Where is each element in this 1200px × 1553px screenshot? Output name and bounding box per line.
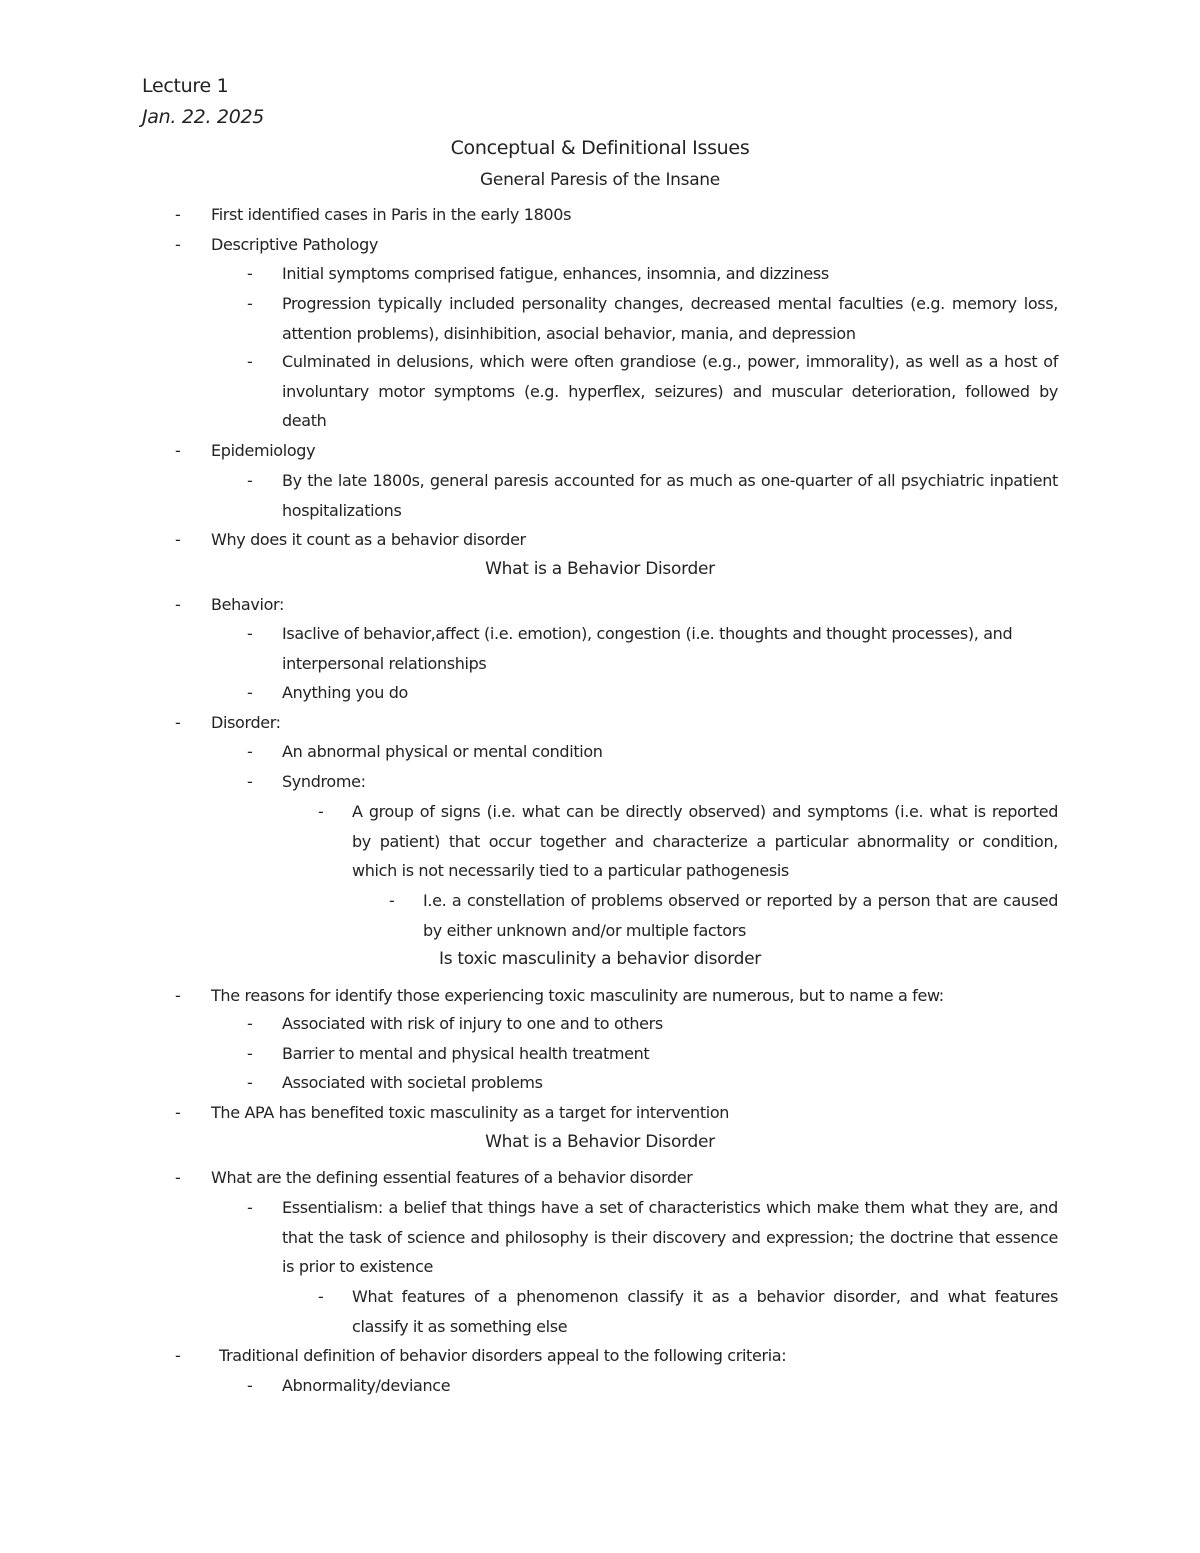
list-item-disorder: Disorder: (211, 713, 281, 732)
bullet-dash: - (247, 1014, 253, 1033)
list-item-syndrome: Syndrome: (282, 772, 366, 791)
list-item-abnormality: Abnormality/deviance (282, 1376, 451, 1395)
bullet-dash: - (175, 986, 181, 1005)
list-item-defining-features: What are the defining essential features of a behavior disorder (211, 1168, 693, 1187)
bullet-dash: - (247, 742, 253, 761)
list-item-group-of-signs: A group of signs (i.e. what can be directly observed) and symptoms (i.e. what is reported by patient) that occur together and characterize a particular abnormality or condition, which is not necessarily tied to a particular pathogenesis (352, 802, 1058, 881)
list-item-first-identified: First identified cases in Paris in the early 1800s (211, 205, 572, 224)
bullet-dash: - (175, 235, 181, 254)
list-item-late-1800s: By the late 1800s, general paresis accounted for as much as one-quarter of all psychiatric inpatient hospitalizations (282, 471, 1058, 520)
section-heading-behavior-disorder-2: What is a Behavior Disorder (485, 1132, 715, 1152)
list-item-why-count: Why does it count as a behavior disorder (211, 530, 526, 549)
list-item-constellation: I.e. a constellation of problems observed or reported by a person that are caused by either unknown and/or multiple factors (423, 891, 1058, 940)
list-item-isaclive: Isaclive of behavior,affect (i.e. emotion), congestion (i.e. thoughts and thought processes), and interpersonal relationships (282, 624, 1013, 673)
bullet-dash: - (247, 1198, 253, 1217)
bullet-dash: - (247, 352, 253, 371)
bullet-dash: - (175, 441, 181, 460)
bullet-dash: - (175, 1346, 181, 1365)
bullet-dash: - (318, 802, 324, 821)
bullet-dash: - (247, 1376, 253, 1395)
lecture-date: Jan. 22. 2025 (142, 106, 265, 128)
subtitle-general-paresis: General Paresis of the Insane (480, 170, 720, 190)
bullet-dash: - (389, 891, 395, 910)
bullet-dash: - (175, 1103, 181, 1122)
bullet-dash: - (247, 624, 253, 643)
bullet-dash: - (247, 683, 253, 702)
list-item-societal: Associated with societal problems (282, 1073, 543, 1092)
bullet-dash: - (175, 713, 181, 732)
list-item-abnormal-condition: An abnormal physical or mental condition (282, 742, 603, 761)
list-item-progression: Progression typically included personality changes, decreased mental faculties (e.g. memory loss, attention problems), disinhibition, asocial behavior, mania, and depression (282, 294, 1058, 343)
bullet-dash: - (247, 1044, 253, 1063)
bullet-dash: - (247, 471, 253, 490)
list-item-traditional: Traditional definition of behavior disorders appeal to the following criteria: (219, 1346, 787, 1365)
bullet-dash: - (175, 205, 181, 224)
lecture-label: Lecture 1 (142, 75, 229, 97)
list-item-epidemiology: Epidemiology (211, 441, 316, 460)
list-item-apa: The APA has benefited toxic masculinity as a target for intervention (211, 1103, 730, 1122)
bullet-dash: - (175, 595, 181, 614)
list-item-what-features: What features of a phenomenon classify it as a behavior disorder, and what features classify it as something else (352, 1287, 1058, 1336)
list-item-risk-injury: Associated with risk of injury to one and to others (282, 1014, 663, 1033)
list-item-essentialism: Essentialism: a belief that things have a set of characteristics which make them what they are, and that the task of science and philosophy is their discovery and expression; the doctrine that essence is prior to existence (282, 1198, 1058, 1277)
list-item-barrier: Barrier to mental and physical health treatment (282, 1044, 650, 1063)
bullet-dash: - (247, 264, 253, 283)
list-item-reasons: The reasons for identify those experiencing toxic masculinity are numerous, but to name a few: (211, 986, 944, 1005)
list-item-initial-symptoms: Initial symptoms comprised fatigue, enhances, insomnia, and dizziness (282, 264, 829, 283)
list-item-descriptive-pathology: Descriptive Pathology (211, 235, 379, 254)
section-heading-behavior-disorder: What is a Behavior Disorder (485, 559, 715, 579)
main-title: Conceptual & Definitional Issues (450, 137, 750, 159)
question-toxic-masculinity: Is toxic masculinity a behavior disorder (439, 949, 761, 969)
list-item-culminated: Culminated in delusions, which were often grandiose (e.g., power, immorality), as well as a host of involuntary motor symptoms (e.g. hyperflex, seizures) and muscular deterioration, followed by death (282, 352, 1058, 431)
bullet-dash: - (318, 1287, 324, 1306)
bullet-dash: - (175, 1168, 181, 1187)
list-item-behavior: Behavior: (211, 595, 285, 614)
bullet-dash: - (247, 1073, 253, 1092)
bullet-dash: - (247, 294, 253, 313)
list-item-anything: Anything you do (282, 683, 408, 702)
bullet-dash: - (175, 530, 181, 549)
bullet-dash: - (247, 772, 253, 791)
